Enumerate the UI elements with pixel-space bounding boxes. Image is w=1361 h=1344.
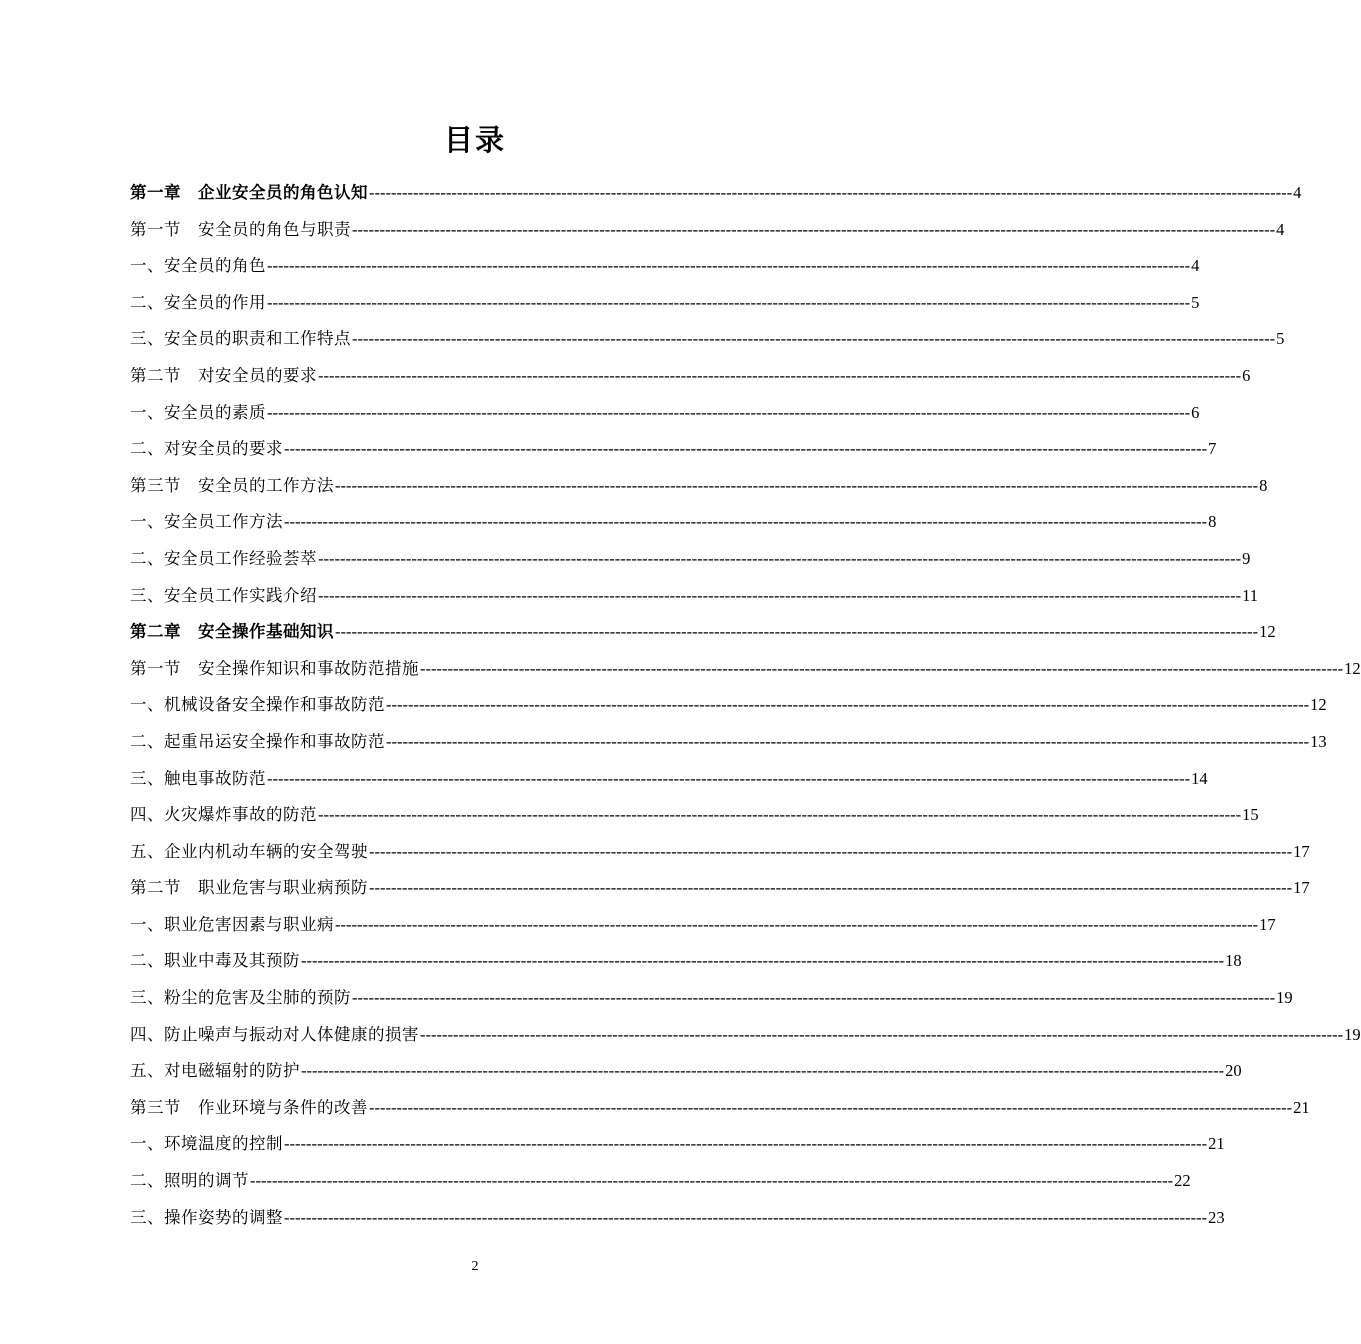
toc-leader-dashes: ------------------------------------------------------------------------------------------------------------------------------------------------------------------------ (369, 841, 1293, 861)
toc-entry-page: 23 (1208, 1207, 1225, 1227)
toc-leader-dashes: ------------------------------------------------------------------------------------------------------------------------------------------------------------------------ (284, 1207, 1208, 1227)
toc-entry[interactable] (130, 687, 1327, 724)
toc-leader-dashes: ------------------------------------------------------------------------------------------------------------------------------------------------------------------------ (318, 805, 1242, 825)
toc-leader-dashes: ------------------------------------------------------------------------------------------------------------------------------------------------------------------------ (301, 951, 1225, 971)
toc-entry[interactable] (130, 358, 1251, 395)
toc-entry[interactable] (130, 724, 1327, 761)
toc-leader-dashes: ------------------------------------------------------------------------------------------------------------------------------------------------------------------------ (386, 695, 1310, 715)
toc-entry[interactable] (130, 907, 1276, 944)
toc-entry[interactable] (130, 980, 1293, 1017)
toc-leader-dashes: ------------------------------------------------------------------------------------------------------------------------------------------------------------------------ (318, 585, 1242, 605)
toc-entry-label: 四、火灾爆炸事故的防范 (130, 805, 317, 825)
toc-leader-dashes: ------------------------------------------------------------------------------------------------------------------------------------------------------------------------ (369, 1097, 1293, 1117)
toc-entry[interactable] (130, 578, 1258, 615)
toc-leader-dashes: ------------------------------------------------------------------------------------------------------------------------------------------------------------------------ (318, 365, 1242, 385)
toc-entry-page: 11 (1242, 585, 1258, 605)
toc-leader-dashes: ------------------------------------------------------------------------------------------------------------------------------------------------------------------------ (352, 988, 1276, 1008)
toc-entry[interactable] (130, 468, 1268, 505)
toc-entry-label: 第二节 职业危害与职业病预防 (130, 878, 368, 898)
toc-entry-page: 6 (1242, 365, 1251, 385)
toc-entry[interactable] (130, 1163, 1191, 1200)
toc-leader-dashes: ------------------------------------------------------------------------------------------------------------------------------------------------------------------------ (335, 914, 1259, 934)
toc-leader-dashes: ------------------------------------------------------------------------------------------------------------------------------------------------------------------------ (267, 402, 1191, 422)
toc-entry-label: 三、安全员的职责和工作特点 (130, 329, 351, 349)
toc-leader-dashes: ------------------------------------------------------------------------------------------------------------------------------------------------------------------------ (369, 878, 1293, 898)
toc-entry-page: 5 (1276, 329, 1285, 349)
toc-entry[interactable] (130, 431, 1217, 468)
toc-leader-dashes: ------------------------------------------------------------------------------------------------------------------------------------------------------------------------ (352, 219, 1276, 239)
toc-entry-label: 三、触电事故防范 (130, 768, 266, 788)
toc-leader-dashes: ------------------------------------------------------------------------------------------------------------------------------------------------------------------------ (420, 1024, 1344, 1044)
toc-entry[interactable] (130, 1200, 1225, 1237)
toc-entry-page: 4 (1276, 219, 1285, 239)
toc-leader-dashes: ------------------------------------------------------------------------------------------------------------------------------------------------------------------------ (267, 256, 1191, 276)
toc-entry[interactable] (130, 651, 1361, 688)
toc-entry-page: 15 (1242, 805, 1259, 825)
toc-chapter-entry[interactable] (130, 614, 1276, 651)
toc-entry-label: 三、操作姿势的调整 (130, 1207, 283, 1227)
toc-entry-label: 三、粉尘的危害及尘肺的预防 (130, 988, 351, 1008)
toc-entry-page: 12 (1344, 658, 1361, 678)
toc-entry-page: 4 (1293, 183, 1302, 202)
toc-entry-label: 第三节 安全员的工作方法 (130, 475, 334, 495)
toc-entry[interactable] (130, 212, 1285, 249)
toc-entry-label: 二、照明的调节 (130, 1171, 249, 1191)
toc-entry-page: 22 (1174, 1171, 1191, 1191)
toc-entry-label: 二、起重吊运安全操作和事故防范 (130, 731, 385, 751)
toc-entry-page: 4 (1191, 256, 1200, 276)
toc-entry-label: 二、对安全员的要求 (130, 439, 283, 459)
toc-entry-label: 五、对电磁辐射的防护 (130, 1061, 300, 1081)
toc-entry-page: 5 (1191, 292, 1200, 312)
toc-entry-page: 8 (1208, 512, 1217, 532)
toc-entry-label: 第一节 安全操作知识和事故防范措施 (130, 658, 419, 678)
toc-entry-label: 五、企业内机动车辆的安全驾驶 (130, 841, 368, 861)
toc-leader-dashes: ------------------------------------------------------------------------------------------------------------------------------------------------------------------------ (284, 439, 1208, 459)
toc-leader-dashes: ------------------------------------------------------------------------------------------------------------------------------------------------------------------------ (301, 1061, 1225, 1081)
toc-leader-dashes: ------------------------------------------------------------------------------------------------------------------------------------------------------------------------ (335, 622, 1259, 642)
toc-entry[interactable] (130, 248, 1200, 285)
toc-entry-label: 第一节 安全员的角色与职责 (130, 219, 351, 239)
toc-leader-dashes: ------------------------------------------------------------------------------------------------------------------------------------------------------------------------ (284, 512, 1208, 532)
toc-entry-label: 二、职业中毒及其预防 (130, 951, 300, 971)
toc-entry-page: 13 (1310, 731, 1327, 751)
toc-entry-page: 21 (1293, 1097, 1310, 1117)
toc-leader-dashes: ------------------------------------------------------------------------------------------------------------------------------------------------------------------------ (267, 768, 1191, 788)
toc-entry-label: 四、防止噪声与振动对人体健康的损害 (130, 1024, 419, 1044)
toc-entry[interactable] (130, 797, 1259, 834)
toc-entry-label: 第三节 作业环境与条件的改善 (130, 1097, 368, 1117)
toc-entry-page: 17 (1293, 878, 1310, 898)
toc-entry[interactable] (130, 504, 1217, 541)
toc-entry[interactable] (130, 395, 1200, 432)
toc-leader-dashes: ------------------------------------------------------------------------------------------------------------------------------------------------------------------------ (284, 1134, 1208, 1154)
toc-entry-page: 19 (1344, 1024, 1361, 1044)
toc-entry[interactable] (130, 541, 1251, 578)
toc-entry-page: 9 (1242, 548, 1251, 568)
toc-entry-label: 第一章 企业安全员的角色认知 (130, 183, 368, 202)
toc-entry-label: 第二节 对安全员的要求 (130, 365, 317, 385)
toc-leader-dashes: ------------------------------------------------------------------------------------------------------------------------------------------------------------------------ (420, 658, 1344, 678)
toc-entry-label: 一、安全员工作方法 (130, 512, 283, 532)
toc-entry-page: 8 (1259, 475, 1268, 495)
toc-entry-page: 19 (1276, 988, 1293, 1008)
toc-entry[interactable] (130, 870, 1310, 907)
toc-entry-label: 二、安全员的作用 (130, 292, 266, 312)
toc-entry-label: 第二章 安全操作基础知识 (130, 622, 334, 642)
toc-entry-label: 一、职业危害因素与职业病 (130, 914, 334, 934)
toc-entry-label: 一、机械设备安全操作和事故防范 (130, 695, 385, 715)
toc-entry[interactable] (130, 1126, 1225, 1163)
toc-entry[interactable] (130, 321, 1285, 358)
page-number: 2 (471, 1259, 479, 1274)
toc-entry-page: 17 (1293, 841, 1310, 861)
toc-entry-page: 17 (1259, 914, 1276, 934)
toc-title: 目录 (443, 123, 506, 157)
toc-entry[interactable] (130, 1053, 1242, 1090)
toc-entry[interactable] (130, 1090, 1310, 1127)
toc-entry-page: 21 (1208, 1134, 1225, 1154)
toc-entry-page: 12 (1310, 695, 1327, 715)
toc-entry-label: 一、安全员的角色 (130, 256, 266, 276)
toc-entry-page: 12 (1259, 622, 1276, 642)
toc-leader-dashes: ------------------------------------------------------------------------------------------------------------------------------------------------------------------------ (267, 292, 1191, 312)
table-of-contents (130, 175, 1361, 1236)
toc-entry-label: 二、安全员工作经验荟萃 (130, 548, 317, 568)
toc-entry[interactable] (130, 943, 1242, 980)
toc-entry-page: 14 (1191, 768, 1208, 788)
toc-entry-label: 一、安全员的素质 (130, 402, 266, 422)
toc-leader-dashes: ------------------------------------------------------------------------------------------------------------------------------------------------------------------------ (250, 1171, 1174, 1191)
toc-entry-page: 7 (1208, 439, 1217, 459)
toc-entry-page: 18 (1225, 951, 1242, 971)
toc-leader-dashes: ------------------------------------------------------------------------------------------------------------------------------------------------------------------------ (369, 183, 1293, 202)
toc-leader-dashes: ------------------------------------------------------------------------------------------------------------------------------------------------------------------------ (318, 548, 1242, 568)
toc-entry-page: 6 (1191, 402, 1200, 422)
toc-entry[interactable] (130, 761, 1208, 798)
toc-chapter-entry[interactable] (130, 175, 1302, 212)
toc-entry[interactable] (130, 834, 1310, 871)
toc-leader-dashes: ------------------------------------------------------------------------------------------------------------------------------------------------------------------------ (386, 731, 1310, 751)
toc-entry-page: 20 (1225, 1061, 1242, 1081)
toc-entry-label: 三、安全员工作实践介绍 (130, 585, 317, 605)
toc-entry[interactable] (130, 285, 1200, 322)
toc-leader-dashes: ------------------------------------------------------------------------------------------------------------------------------------------------------------------------ (352, 329, 1276, 349)
toc-leader-dashes: ------------------------------------------------------------------------------------------------------------------------------------------------------------------------ (335, 475, 1259, 495)
toc-entry[interactable] (130, 1017, 1361, 1054)
toc-entry-label: 一、环境温度的控制 (130, 1134, 283, 1154)
